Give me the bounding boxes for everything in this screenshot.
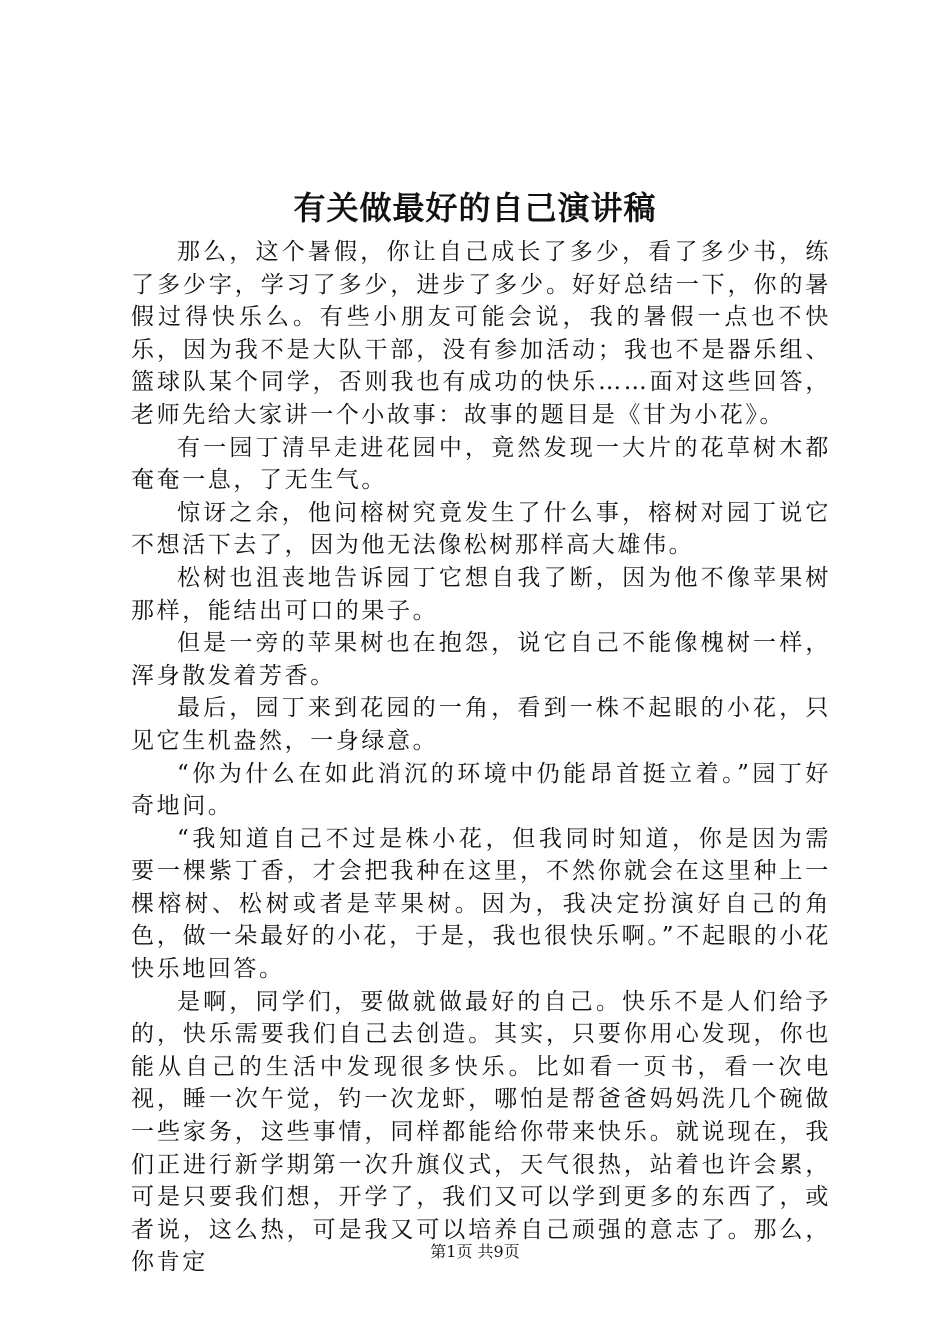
paragraph-1: 那么，这个暑假，你让自己成长了多少，看了多少书，练了多少字，学习了多少，进步了多少。好好总结一下，你的暑假过得快乐么。有些小朋友可能会说，我的暑假一点也不快乐，因为我不是大队干部，没有参加活动；我也不是器乐组、篮球队某个同学，否则我也有成功的快乐……面对这些回答，老师先给大家讲一个小故事：故事的题目是《甘为小花》。 [131, 239, 831, 428]
paragraph-8: “我知道自己不过是株小花，但我同时知道，你是因为需要一棵紫丁香，才会把我种在这里，不然你就会在这里种上一棵榕树、松树或者是苹果树。因为，我决定扮演好自己的角色，做一朵最好的小花，于是，我也很快乐啊。”不起眼的小花快乐地回答。 [131, 825, 831, 983]
document-title: 有关做最好的自己演讲稿 [293, 189, 657, 227]
paragraph-3: 惊讶之余，他问榕树究竟发生了什么事，榕树对园丁说它不想活下去了，因为他无法像松树那样高大雄伟。 [131, 499, 831, 559]
paragraph-9: 是啊，同学们，要做就做最好的自己。快乐不是人们给予的，快乐需要我们自己去创造。其实，只要你用心发现，你也能从自己的生活中发现很多快乐。比如看一页书，看一次电视，睡一次午觉，钓一次龙虾，哪怕是帮爸爸妈妈洗几个碗做一些家务，这些事情，同样都能给你带来快乐。就说现在，我们正进行新学期第一次升旗仪式，天气很热，站着也许会累，可是只要我们想，开学了，我们又可以学到更多的东西了，或者说，这么热，可是我又可以培养自己顽强的意志了。那么，你肯定 [131, 988, 831, 1276]
document-body [131, 236, 831, 1279]
paragraph-7: “你为什么在如此消沉的环境中仍能昂首挺立着。”园丁好奇地问。 [131, 760, 831, 820]
page-number-footer: 第1页 共9页 [430, 1242, 520, 1261]
paragraph-6: 最后，园丁来到花园的一角，看到一株不起眼的小花，只见它生机盎然，一身绿意。 [131, 695, 831, 754]
paragraph-5: 但是一旁的苹果树也在抱怨，说它自己不能像槐树一样，浑身散发着芳香。 [131, 630, 831, 689]
paragraph-2: 有一园丁清早走进花园中，竟然发现一大片的花草树木都奄奄一息，了无生气。 [131, 434, 831, 494]
paragraph-4: 松树也沮丧地告诉园丁它想自我了断，因为他不像苹果树那样，能结出可口的果子。 [131, 564, 831, 624]
